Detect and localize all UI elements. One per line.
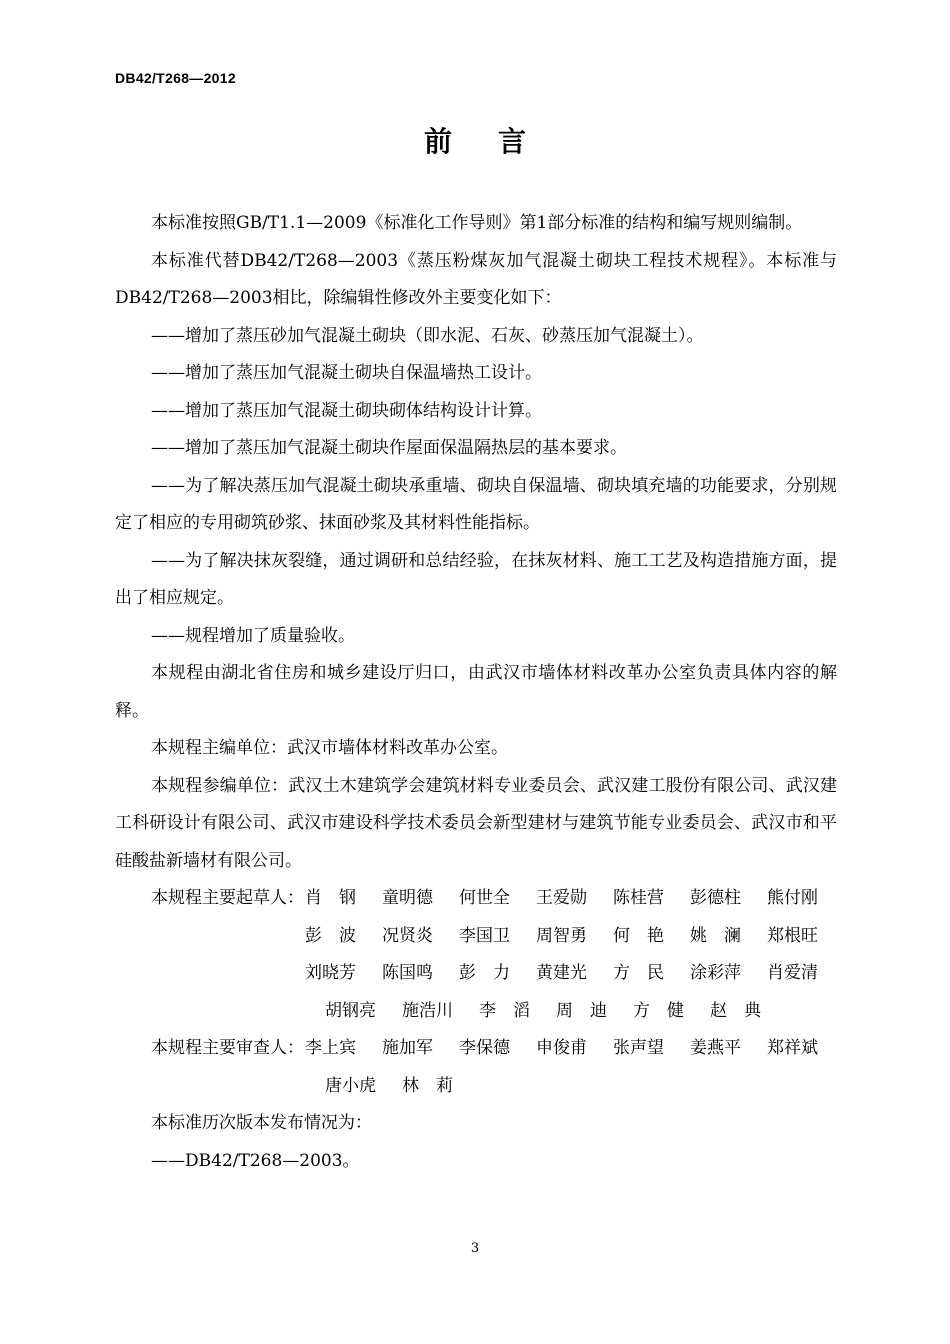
title-char-1: 前 (423, 125, 452, 158)
person-name: 方 民 (613, 963, 664, 983)
person-name: 林 莉 (402, 1075, 453, 1096)
person-name: 李 滔 (479, 1000, 530, 1021)
reviewers-list (115, 1030, 837, 1105)
history-item: ——DB42/T268—2003。 (151, 1150, 360, 1171)
page-number: 3 (470, 1241, 480, 1256)
change-item: ——为了解决抹灰裂缝，通过调研和总结经验，在抹灰材料、施工工艺及构造措施方面，提出了相应规定。 (115, 550, 837, 608)
page-title (0, 120, 950, 160)
reviewers-row (115, 1030, 837, 1068)
preface-body (115, 205, 837, 1180)
drafters-row (115, 955, 837, 993)
drafters-row (115, 880, 837, 918)
paragraph-custodian: 本规程由湖北省住房和城乡建设厅归口，由武汉市墙体材料改革办公室负责具体内容的解释。 (115, 663, 837, 721)
paragraph-basis: 本标准按照GB/T1.1—2009《标准化工作导则》第1部分标准的结构和编写规则编制。 (151, 213, 803, 233)
person-name: 彭 力 (459, 963, 510, 983)
person-name: 李保德 (459, 1038, 510, 1058)
title-char-2: 言 (498, 125, 527, 158)
person-name: 周智勇 (536, 925, 587, 946)
person-name: 陈国鸣 (382, 963, 433, 983)
drafters-row (115, 918, 837, 956)
person-name: 郑祥斌 (767, 1038, 818, 1058)
change-item: ——增加了蒸压加气混凝土砌块砌体结构设计计算。 (151, 400, 542, 421)
person-name: 肖爱清 (767, 963, 818, 983)
person-name: 黄建光 (536, 963, 587, 983)
reviewers-label: 本规程主要审查人： (151, 1038, 304, 1058)
person-name: 姚 澜 (690, 925, 741, 946)
reviewers-row (115, 1068, 837, 1106)
person-name: 方 健 (633, 1000, 684, 1021)
paragraph-replaces: 本标准代替DB42/T268—2003《蒸压粉煤灰加气混凝土砌块工程技术规程》。本标准与DB42/T268—2003相比，除编辑性修改外主要变化如下： (115, 250, 837, 308)
drafters-label: 本规程主要起草人： (151, 888, 304, 908)
person-name: 何世全 (459, 888, 510, 908)
person-name: 赵 典 (710, 1000, 761, 1021)
change-item: ——增加了蒸压加气混凝土砌块作屋面保温隔热层的基本要求。 (151, 438, 627, 458)
person-name: 申俊甫 (536, 1038, 587, 1058)
change-item: ——增加了蒸压砂加气混凝土砌块（即水泥、石灰、砂蒸压加气混凝土）。 (151, 325, 704, 346)
person-name: 施浩川 (402, 1000, 453, 1021)
person-name: 况贤炎 (382, 925, 433, 946)
person-name: 姜燕平 (690, 1038, 741, 1058)
person-name: 郑根旺 (767, 925, 818, 946)
person-name: 陈桂营 (613, 888, 664, 908)
person-name: 唐小虎 (325, 1075, 376, 1096)
person-name: 涂彩萍 (690, 963, 741, 983)
person-name: 李上宾 (305, 1038, 356, 1058)
change-item: ——为了解决蒸压加气混凝土砌块承重墙、砌块自保温墙、砌块填充墙的功能要求，分别规定了相应的专用砌筑砂浆、抹面砂浆及其材料性能指标。 (115, 475, 837, 533)
change-item: ——增加了蒸压加气混凝土砌块自保温墙热工设计。 (151, 363, 542, 383)
person-name: 熊付刚 (767, 888, 818, 908)
person-name: 张声望 (613, 1038, 664, 1058)
change-item: ——规程增加了质量验收。 (151, 625, 355, 646)
history-intro: 本标准历次版本发布情况为： (151, 1113, 372, 1133)
person-name: 肖 钢 (305, 888, 356, 908)
person-name: 李国卫 (459, 925, 510, 946)
person-name: 胡钢亮 (325, 1000, 376, 1021)
person-name: 施加军 (382, 1038, 433, 1058)
person-name: 何 艳 (613, 925, 664, 946)
person-name: 童明德 (382, 888, 433, 908)
drafters-list (115, 880, 837, 1030)
standard-code: DB42/T268—2012 (115, 70, 236, 86)
person-name: 刘晓芳 (305, 963, 356, 983)
person-name: 周 迪 (556, 1000, 607, 1021)
paragraph-co-editors: 本规程参编单位：武汉土木建筑学会建筑材料专业委员会、武汉建工股份有限公司、武汉建工科研设计有限公司、武汉市建设科学技术委员会新型建材与建筑节能专业委员会、武汉市和平硅酸盐新墙材有限公司。 (115, 775, 837, 871)
paragraph-chief-editor: 本规程主编单位：武汉市墙体材料改革办公室。 (151, 738, 508, 758)
drafters-row (115, 993, 837, 1031)
person-name: 彭德柱 (690, 888, 741, 908)
person-name: 王爱勋 (536, 888, 587, 908)
person-name: 彭 波 (305, 925, 356, 946)
